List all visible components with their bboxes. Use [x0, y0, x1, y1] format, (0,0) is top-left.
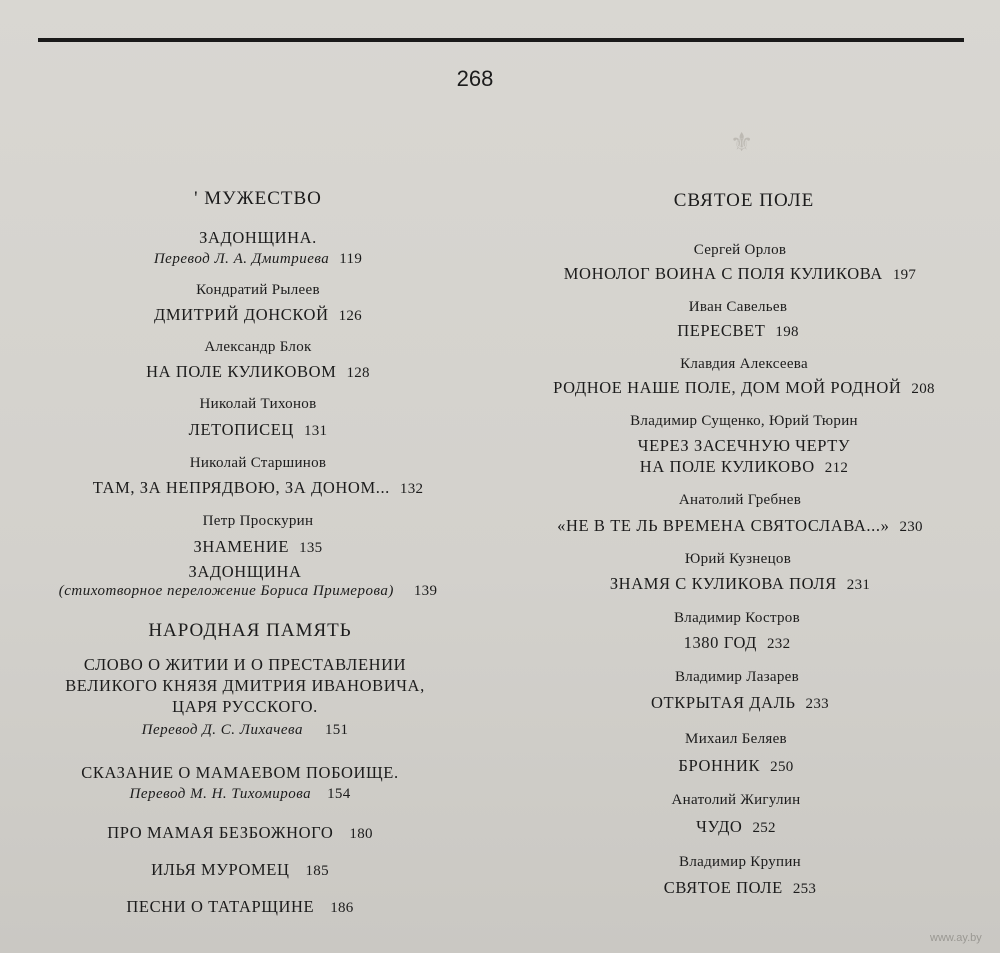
- entry-title-line: [678, 756, 793, 776]
- entry-title: БРОННИК: [678, 756, 761, 775]
- translator: Перевод Д. С. Лихачева: [141, 722, 303, 738]
- entry-translator-line: [129, 783, 350, 803]
- entry-author: Николай Старшинов: [189, 455, 327, 471]
- section-heading-courage: ' МУЖЕСТВО: [194, 188, 322, 209]
- entry-title-line: [664, 878, 816, 898]
- entry-title: ЗАДОНЩИНА.: [199, 228, 317, 247]
- entry-author: Николай Тихонов: [199, 396, 317, 412]
- entry-title-line: [553, 378, 935, 398]
- entry-title: ЧЕРЕЗ ЗАСЕЧНУЮ ЧЕРТУ: [637, 436, 851, 455]
- entry-title: ПЕРЕСВЕТ: [677, 321, 766, 340]
- page-ref: 252: [752, 820, 776, 836]
- entry-title: МОНОЛОГ ВОИНА С ПОЛЯ КУЛИКОВА: [563, 264, 883, 283]
- entry-author: Анатолий Жигулин: [671, 792, 801, 808]
- translator: Перевод Л. А. Дмитриева: [153, 251, 330, 267]
- entry-title-line: [610, 574, 870, 594]
- page-ref: 231: [846, 577, 871, 593]
- page-number: 268: [456, 66, 494, 91]
- entry-title: ПЕСНИ О ТАТАРЩИНЕ: [126, 897, 315, 916]
- entry-author: Кондратий Рылеев: [196, 282, 320, 298]
- entry-title: СКАЗАНИЕ О МАМАЕВОМ ПОБОИЩЕ.: [81, 763, 399, 782]
- entry-title: ИЛЬЯ МУРОМЕЦ: [151, 860, 290, 879]
- entry-translator-line: [142, 719, 349, 739]
- page-ref: 180: [349, 826, 373, 842]
- entry-title: ЦАРЯ РУССКОГО.: [172, 697, 318, 716]
- page-ref: 197: [892, 267, 917, 283]
- entry-title: ПРО МАМАЯ БЕЗБОЖНОГО: [107, 823, 334, 842]
- entry-author: Владимир Костров: [674, 610, 800, 626]
- entry-title: ЗНАМЕНИЕ: [193, 537, 290, 556]
- entry-title-line: [107, 823, 373, 843]
- page-ref: 212: [824, 460, 849, 476]
- entry-author: Петр Проскурин: [202, 513, 314, 529]
- entry-title-line: [93, 478, 424, 498]
- section-heading-holy-field: СВЯТОЕ ПОЛЕ: [673, 190, 815, 211]
- entry-title: ЗАДОНЩИНА: [188, 562, 302, 581]
- entry-author: Михаил Беляев: [685, 731, 787, 747]
- entry-title-line: [194, 537, 323, 557]
- entry-title: НА ПОЛЕ КУЛИКОВО: [639, 457, 815, 476]
- entry-author: Александр Блок: [204, 339, 312, 355]
- page-ref: 154: [327, 786, 351, 802]
- entry-title: ЧУДО: [696, 817, 743, 836]
- entry-title: ТАМ, ЗА НЕПРЯДВОЮ, ЗА ДОНОМ...: [92, 478, 390, 497]
- page-ref: 253: [792, 881, 817, 897]
- entry-title: ЗНАМЯ С КУЛИКОВА ПОЛЯ: [609, 574, 837, 593]
- entry-title: НА ПОЛЕ КУЛИКОВОМ: [146, 362, 337, 381]
- entry-author: Владимир Лазарев: [674, 669, 800, 685]
- entry-title-line: [640, 457, 848, 477]
- page-ref: 250: [770, 759, 794, 775]
- entry-note-line: [59, 580, 438, 600]
- entry-title: СВЯТОЕ ПОЛЕ: [663, 878, 783, 897]
- top-rule: [38, 38, 964, 42]
- entry-author: Сергей Орлов: [693, 242, 787, 258]
- entry-title-line: [126, 897, 353, 917]
- page-ref: 119: [339, 251, 363, 267]
- entry-title-line: [557, 516, 923, 536]
- entry-title-line: [677, 321, 799, 341]
- page-ref: 135: [299, 540, 323, 556]
- entry-title-line: [696, 817, 776, 837]
- page-ref: 139: [413, 583, 438, 599]
- entry-author: Анатолий Гребнев: [678, 492, 802, 508]
- watermark: www.ay.by: [930, 932, 982, 944]
- entry-title-line: [151, 860, 329, 880]
- entry-author: Иван Савельев: [688, 299, 788, 315]
- page-ref: 126: [338, 308, 362, 324]
- entry-title: ЛЕТОПИСЕЦ: [188, 420, 294, 439]
- entry-title-line: [564, 264, 916, 284]
- entry-author: Клавдия Алексеева: [680, 356, 808, 372]
- entry-title: ОТКРЫТАЯ ДАЛЬ: [651, 693, 796, 712]
- translator: Перевод М. Н. Тихомирова: [129, 786, 312, 802]
- fleuron-ornament-icon: ⚜: [730, 128, 754, 157]
- entry-title: «НЕ В ТЕ ЛЬ ВРЕМЕНА СВЯТОСЛАВА...»: [557, 516, 890, 535]
- section-heading-folk-memory: НАРОДНАЯ ПАМЯТЬ: [148, 620, 352, 641]
- page-ref: 232: [767, 636, 791, 652]
- page-ref: 151: [324, 722, 349, 738]
- page-ref: 198: [775, 324, 799, 340]
- page-ref: 185: [305, 863, 329, 879]
- page-ref: 186: [330, 900, 354, 916]
- page-ref: 233: [805, 696, 829, 712]
- entry-note: (стихотворное переложение Бориса Примерова): [58, 583, 394, 599]
- entry-title: ВЕЛИКОГО КНЯЗЯ ДМИТРИЯ ИВАНОВИЧА,: [65, 676, 425, 695]
- entry-title: РОДНОЕ НАШЕ ПОЛЕ, ДОМ МОЙ РОДНОЙ: [553, 378, 902, 397]
- entry-title-line: [146, 362, 370, 382]
- entry-author: Юрий Кузнецов: [684, 551, 792, 567]
- entry-title: 1380 ГОД: [683, 633, 757, 652]
- entry-title-line: [651, 693, 829, 713]
- entry-title-line: [189, 420, 328, 440]
- entry-author: Владимир Сущенко, Юрий Тюрин: [630, 413, 858, 429]
- page-ref: 132: [399, 481, 424, 497]
- entry-author: Владимир Крупин: [679, 854, 801, 870]
- entry-title-line: [154, 305, 362, 325]
- entry-title: ДМИТРИЙ ДОНСКОЙ: [154, 305, 329, 324]
- entry-title: СЛОВО О ЖИТИИ И О ПРЕСТАВЛЕНИИ: [83, 655, 407, 674]
- entry-title-line: [684, 633, 791, 653]
- page-ref: 208: [911, 381, 935, 397]
- entry-translator-line: [154, 248, 362, 268]
- page-ref: 128: [346, 365, 370, 381]
- page-ref: 131: [303, 423, 328, 439]
- page-ref: 230: [899, 519, 923, 535]
